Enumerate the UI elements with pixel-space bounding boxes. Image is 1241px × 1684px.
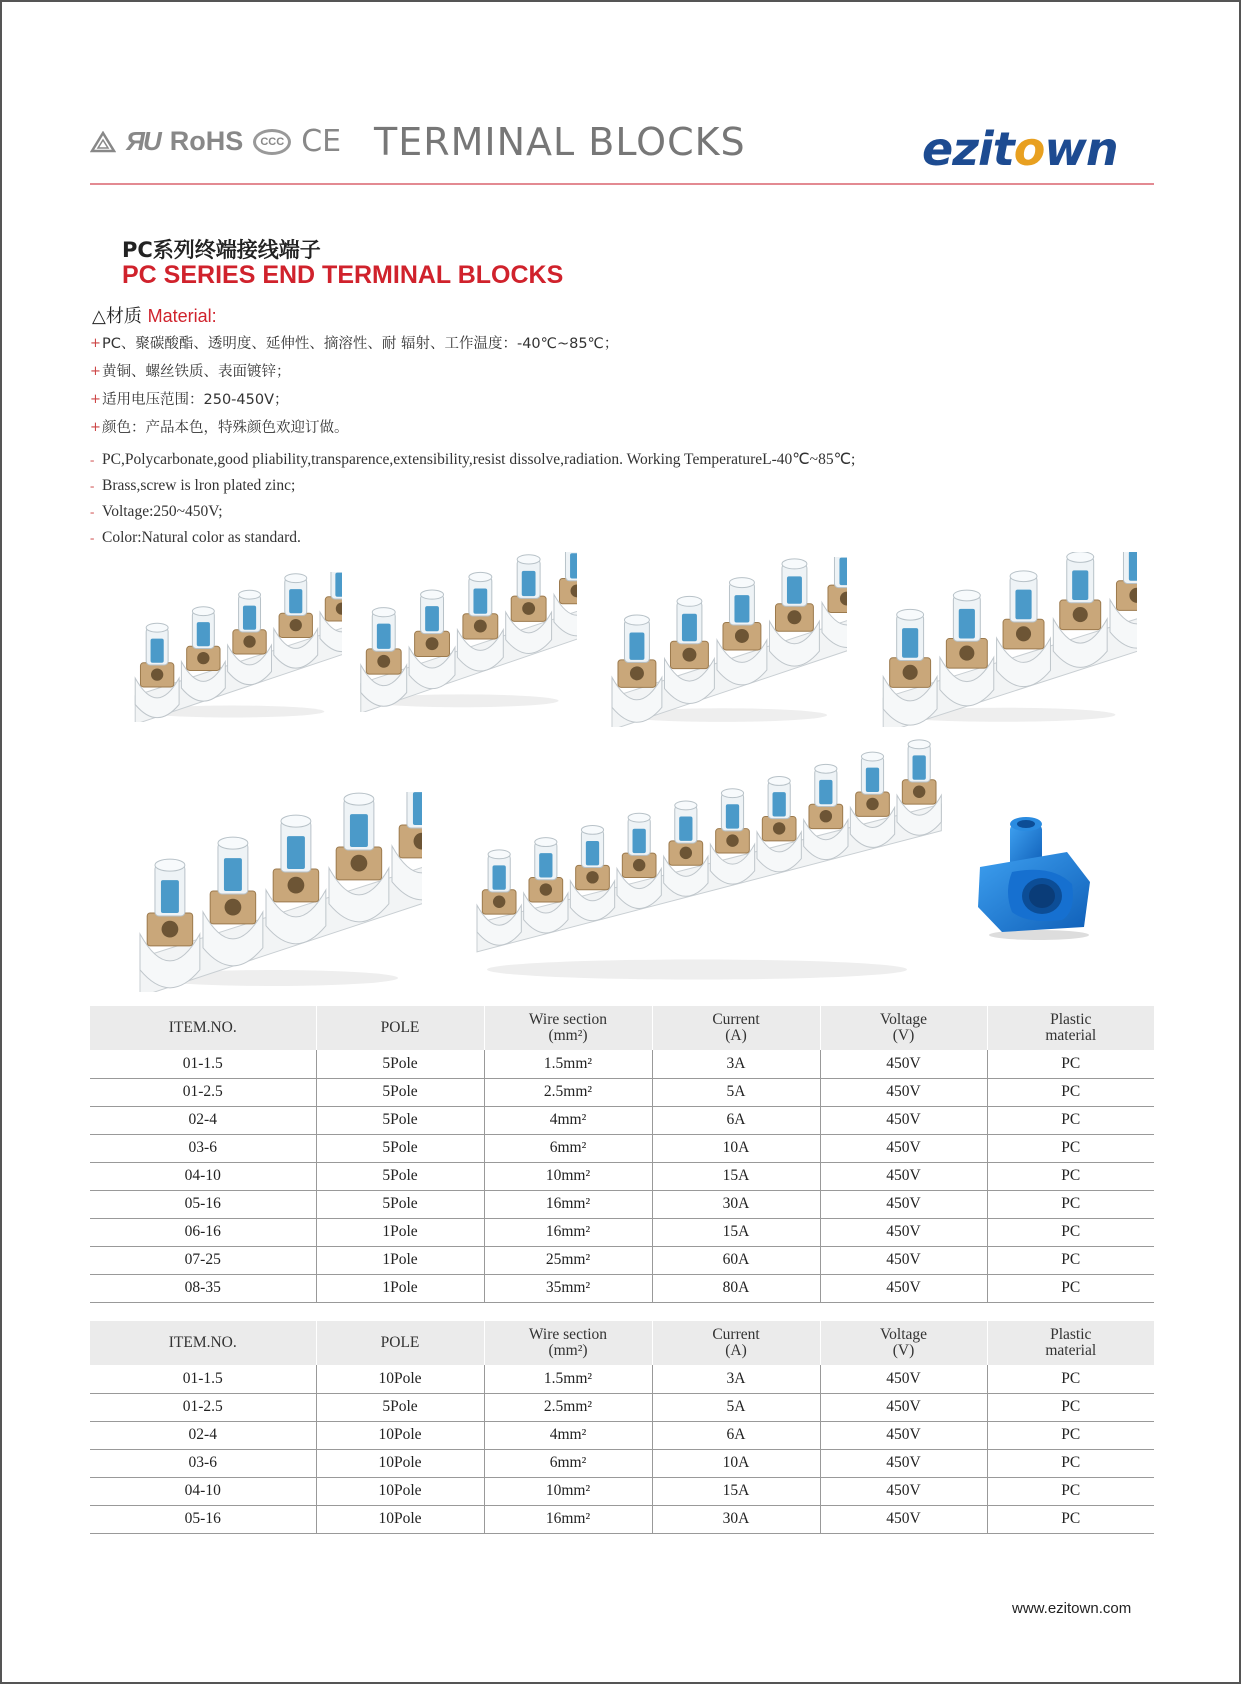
cell-plastic-material: PC — [987, 1449, 1154, 1477]
spec-text: 黄铜、螺丝铁质、表面镀锌； — [102, 364, 291, 380]
header-pole: POLE — [316, 1006, 484, 1050]
spec-table-2 — [90, 1321, 1154, 1534]
cell-current: 60A — [652, 1246, 820, 1274]
cell-plastic-material: PC — [987, 1106, 1154, 1134]
cell-voltage: 450V — [820, 1421, 987, 1449]
cell-wire-section: 10mm² — [484, 1162, 652, 1190]
spec-line-cn: + 颜色：产品本色，特殊颜色欢迎订做。 — [90, 420, 349, 436]
table-row — [90, 1477, 1154, 1505]
terminal-block-image-6 — [447, 737, 947, 987]
terminal-block-image-2 — [347, 552, 577, 712]
cell-pole: 5Pole — [316, 1190, 484, 1218]
cell-voltage: 450V — [820, 1365, 987, 1393]
table-row — [90, 1162, 1154, 1190]
cell-wire-section: 35mm² — [484, 1274, 652, 1302]
cell-current: 15A — [652, 1477, 820, 1505]
cell-voltage: 450V — [820, 1106, 987, 1134]
cell-plastic-material: PC — [987, 1365, 1154, 1393]
section-title-en: PC SERIES END TERMINAL BLOCKS — [122, 261, 564, 289]
cell-pole: 10Pole — [316, 1421, 484, 1449]
cell-current: 15A — [652, 1218, 820, 1246]
cell-current: 3A — [652, 1365, 820, 1393]
header-plastic-material: Plastic material — [987, 1006, 1154, 1050]
cell-voltage: 450V — [820, 1274, 987, 1302]
certification-logos — [90, 124, 341, 159]
spec-text: 适用电压范围：250-450V； — [102, 392, 289, 408]
cell-wire-section: 6mm² — [484, 1449, 652, 1477]
cell-wire-section: 16mm² — [484, 1505, 652, 1533]
cell-item-no: 06-16 — [90, 1218, 316, 1246]
cell-item-no: 07-25 — [90, 1246, 316, 1274]
table-row — [90, 1505, 1154, 1533]
cell-current: 30A — [652, 1190, 820, 1218]
brand-logo: ezitown — [922, 122, 1118, 176]
document-title: TERMINAL BLOCKS — [374, 120, 746, 164]
ul-mark-icon: ЯU — [126, 126, 160, 156]
header-voltage: Voltage (V) — [820, 1321, 987, 1365]
spec-line-en: - Brass,screw is lron plated zinc; — [90, 477, 296, 494]
table-header-row — [90, 1321, 1154, 1365]
cell-pole: 5Pole — [316, 1106, 484, 1134]
cell-plastic-material: PC — [987, 1050, 1154, 1078]
cell-item-no: 01-2.5 — [90, 1078, 316, 1106]
terminal-block-image-5 — [122, 792, 422, 992]
cell-item-no: 05-16 — [90, 1505, 316, 1533]
terminal-block-image-1 — [122, 572, 342, 722]
table-row — [90, 1218, 1154, 1246]
cell-item-no: 02-4 — [90, 1106, 316, 1134]
cell-item-no: 01-1.5 — [90, 1050, 316, 1078]
cell-current: 5A — [652, 1393, 820, 1421]
cell-current: 6A — [652, 1106, 820, 1134]
cell-current: 6A — [652, 1421, 820, 1449]
cell-wire-section: 2.5mm² — [484, 1078, 652, 1106]
cell-pole: 1Pole — [316, 1274, 484, 1302]
header-current: Current (A) — [652, 1321, 820, 1365]
spec-text: PC,Polycarbonate,good pliability,transparence,extensibility,resist dissolve,radiation. Working TemperatureL-40℃~85℃; — [102, 451, 856, 468]
cell-pole: 10Pole — [316, 1449, 484, 1477]
rohs-logo: RoHS — [169, 126, 244, 156]
cell-plastic-material: PC — [987, 1078, 1154, 1106]
spec-text: 颜色：产品本色，特殊颜色欢迎订做。 — [102, 420, 349, 436]
table-row — [90, 1246, 1154, 1274]
cell-pole: 5Pole — [316, 1162, 484, 1190]
spec-text: Color:Natural color as standard. — [102, 529, 301, 546]
cell-voltage: 450V — [820, 1449, 987, 1477]
cell-voltage: 450V — [820, 1246, 987, 1274]
header-divider — [90, 183, 1154, 185]
cell-current: 5A — [652, 1078, 820, 1106]
cell-plastic-material: PC — [987, 1505, 1154, 1533]
cell-wire-section: 25mm² — [484, 1246, 652, 1274]
cell-plastic-material: PC — [987, 1246, 1154, 1274]
header-pole: POLE — [316, 1321, 484, 1365]
header-item-no: ITEM.NO. — [90, 1006, 316, 1050]
cell-current: 30A — [652, 1505, 820, 1533]
cell-wire-section: 6mm² — [484, 1134, 652, 1162]
cell-pole: 1Pole — [316, 1218, 484, 1246]
table-row — [90, 1421, 1154, 1449]
cell-current: 80A — [652, 1274, 820, 1302]
cell-item-no: 01-2.5 — [90, 1393, 316, 1421]
ce-mark: CE — [301, 124, 342, 159]
cell-voltage: 450V — [820, 1477, 987, 1505]
material-heading — [92, 302, 217, 328]
table-row — [90, 1134, 1154, 1162]
cell-item-no: 04-10 — [90, 1477, 316, 1505]
cell-pole: 1Pole — [316, 1246, 484, 1274]
spec-line-en: - Voltage:250~450V; — [90, 503, 223, 520]
cell-voltage: 450V — [820, 1190, 987, 1218]
single-pole-blue-block-image — [972, 812, 1107, 942]
cell-pole: 5Pole — [316, 1134, 484, 1162]
cell-pole: 10Pole — [316, 1505, 484, 1533]
cell-plastic-material: PC — [987, 1218, 1154, 1246]
ccc-mark-icon: CCC — [253, 129, 291, 155]
spec-text: Brass,screw is lron plated zinc; — [102, 477, 296, 494]
spec-text: Voltage:250~450V; — [102, 503, 223, 520]
cell-voltage: 450V — [820, 1162, 987, 1190]
cell-voltage: 450V — [820, 1393, 987, 1421]
cell-item-no: 05-16 — [90, 1190, 316, 1218]
table-row — [90, 1449, 1154, 1477]
header-wire-section: Wire section (mm²) — [484, 1321, 652, 1365]
cell-pole: 10Pole — [316, 1365, 484, 1393]
header-voltage: Voltage (V) — [820, 1006, 987, 1050]
cell-plastic-material: PC — [987, 1477, 1154, 1505]
table-row — [90, 1274, 1154, 1302]
cell-current: 15A — [652, 1162, 820, 1190]
cell-current: 10A — [652, 1449, 820, 1477]
cell-wire-section: 16mm² — [484, 1218, 652, 1246]
header-current: Current (A) — [652, 1006, 820, 1050]
spec-text: PC、聚碳酸酯、透明度、延伸性、摘溶性、耐 辐射、工作温度：-40℃~85℃； — [102, 336, 619, 352]
cell-voltage: 450V — [820, 1078, 987, 1106]
cell-plastic-material: PC — [987, 1421, 1154, 1449]
spec-line-en: - Color:Natural color as standard. — [90, 529, 301, 546]
cell-plastic-material: PC — [987, 1393, 1154, 1421]
cell-wire-section: 4mm² — [484, 1106, 652, 1134]
header-item-no: ITEM.NO. — [90, 1321, 316, 1365]
cell-pole: 5Pole — [316, 1078, 484, 1106]
table-row — [90, 1050, 1154, 1078]
table-row — [90, 1078, 1154, 1106]
terminal-block-image-3 — [597, 557, 847, 727]
cell-item-no: 04-10 — [90, 1162, 316, 1190]
cell-wire-section: 1.5mm² — [484, 1050, 652, 1078]
cell-wire-section: 10mm² — [484, 1477, 652, 1505]
tuv-triangle-icon — [90, 131, 116, 153]
spec-line-cn: + PC、聚碳酸酯、透明度、延伸性、摘溶性、耐 辐射、工作温度：-40℃~85℃； — [90, 336, 619, 352]
table-row — [90, 1393, 1154, 1421]
cell-wire-section: 1.5mm² — [484, 1365, 652, 1393]
spec-table-1 — [90, 1006, 1154, 1303]
cell-pole: 5Pole — [316, 1050, 484, 1078]
cell-current: 3A — [652, 1050, 820, 1078]
table-row — [90, 1190, 1154, 1218]
cell-plastic-material: PC — [987, 1134, 1154, 1162]
spec-line-cn: + 黄铜、螺丝铁质、表面镀锌； — [90, 364, 291, 380]
header-plastic-material: Plastic material — [987, 1321, 1154, 1365]
cell-item-no: 01-1.5 — [90, 1365, 316, 1393]
cell-voltage: 450V — [820, 1134, 987, 1162]
terminal-block-image-4 — [867, 552, 1137, 727]
material-heading-cn: △材质 — [92, 306, 142, 327]
cell-pole: 5Pole — [316, 1393, 484, 1421]
header-wire-section: Wire section (mm²) — [484, 1006, 652, 1050]
cell-voltage: 450V — [820, 1505, 987, 1533]
spec-line-cn: + 适用电压范围：250-450V； — [90, 392, 289, 408]
material-spec-list — [90, 334, 1090, 554]
cell-voltage: 450V — [820, 1218, 987, 1246]
table-header-row — [90, 1006, 1154, 1050]
cell-plastic-material: PC — [987, 1190, 1154, 1218]
cell-plastic-material: PC — [987, 1162, 1154, 1190]
cell-pole: 10Pole — [316, 1477, 484, 1505]
cell-voltage: 450V — [820, 1050, 987, 1078]
section-title-cn: PC系列终端接线端子 — [122, 238, 321, 262]
cell-item-no: 02-4 — [90, 1421, 316, 1449]
cell-plastic-material: PC — [987, 1274, 1154, 1302]
cell-wire-section: 2.5mm² — [484, 1393, 652, 1421]
cell-item-no: 03-6 — [90, 1449, 316, 1477]
cell-wire-section: 4mm² — [484, 1421, 652, 1449]
cell-current: 10A — [652, 1134, 820, 1162]
table-row — [90, 1365, 1154, 1393]
cell-wire-section: 16mm² — [484, 1190, 652, 1218]
cell-item-no: 03-6 — [90, 1134, 316, 1162]
table-row — [90, 1106, 1154, 1134]
cell-item-no: 08-35 — [90, 1274, 316, 1302]
material-heading-en: Material: — [147, 306, 217, 326]
spec-line-en: - PC,Polycarbonate,good pliability,transparence,extensibility,resist dissolve,radiation. Working TemperatureL-40℃~85℃; — [90, 451, 856, 468]
website-url[interactable]: www.ezitown.com — [1012, 1600, 1132, 1617]
